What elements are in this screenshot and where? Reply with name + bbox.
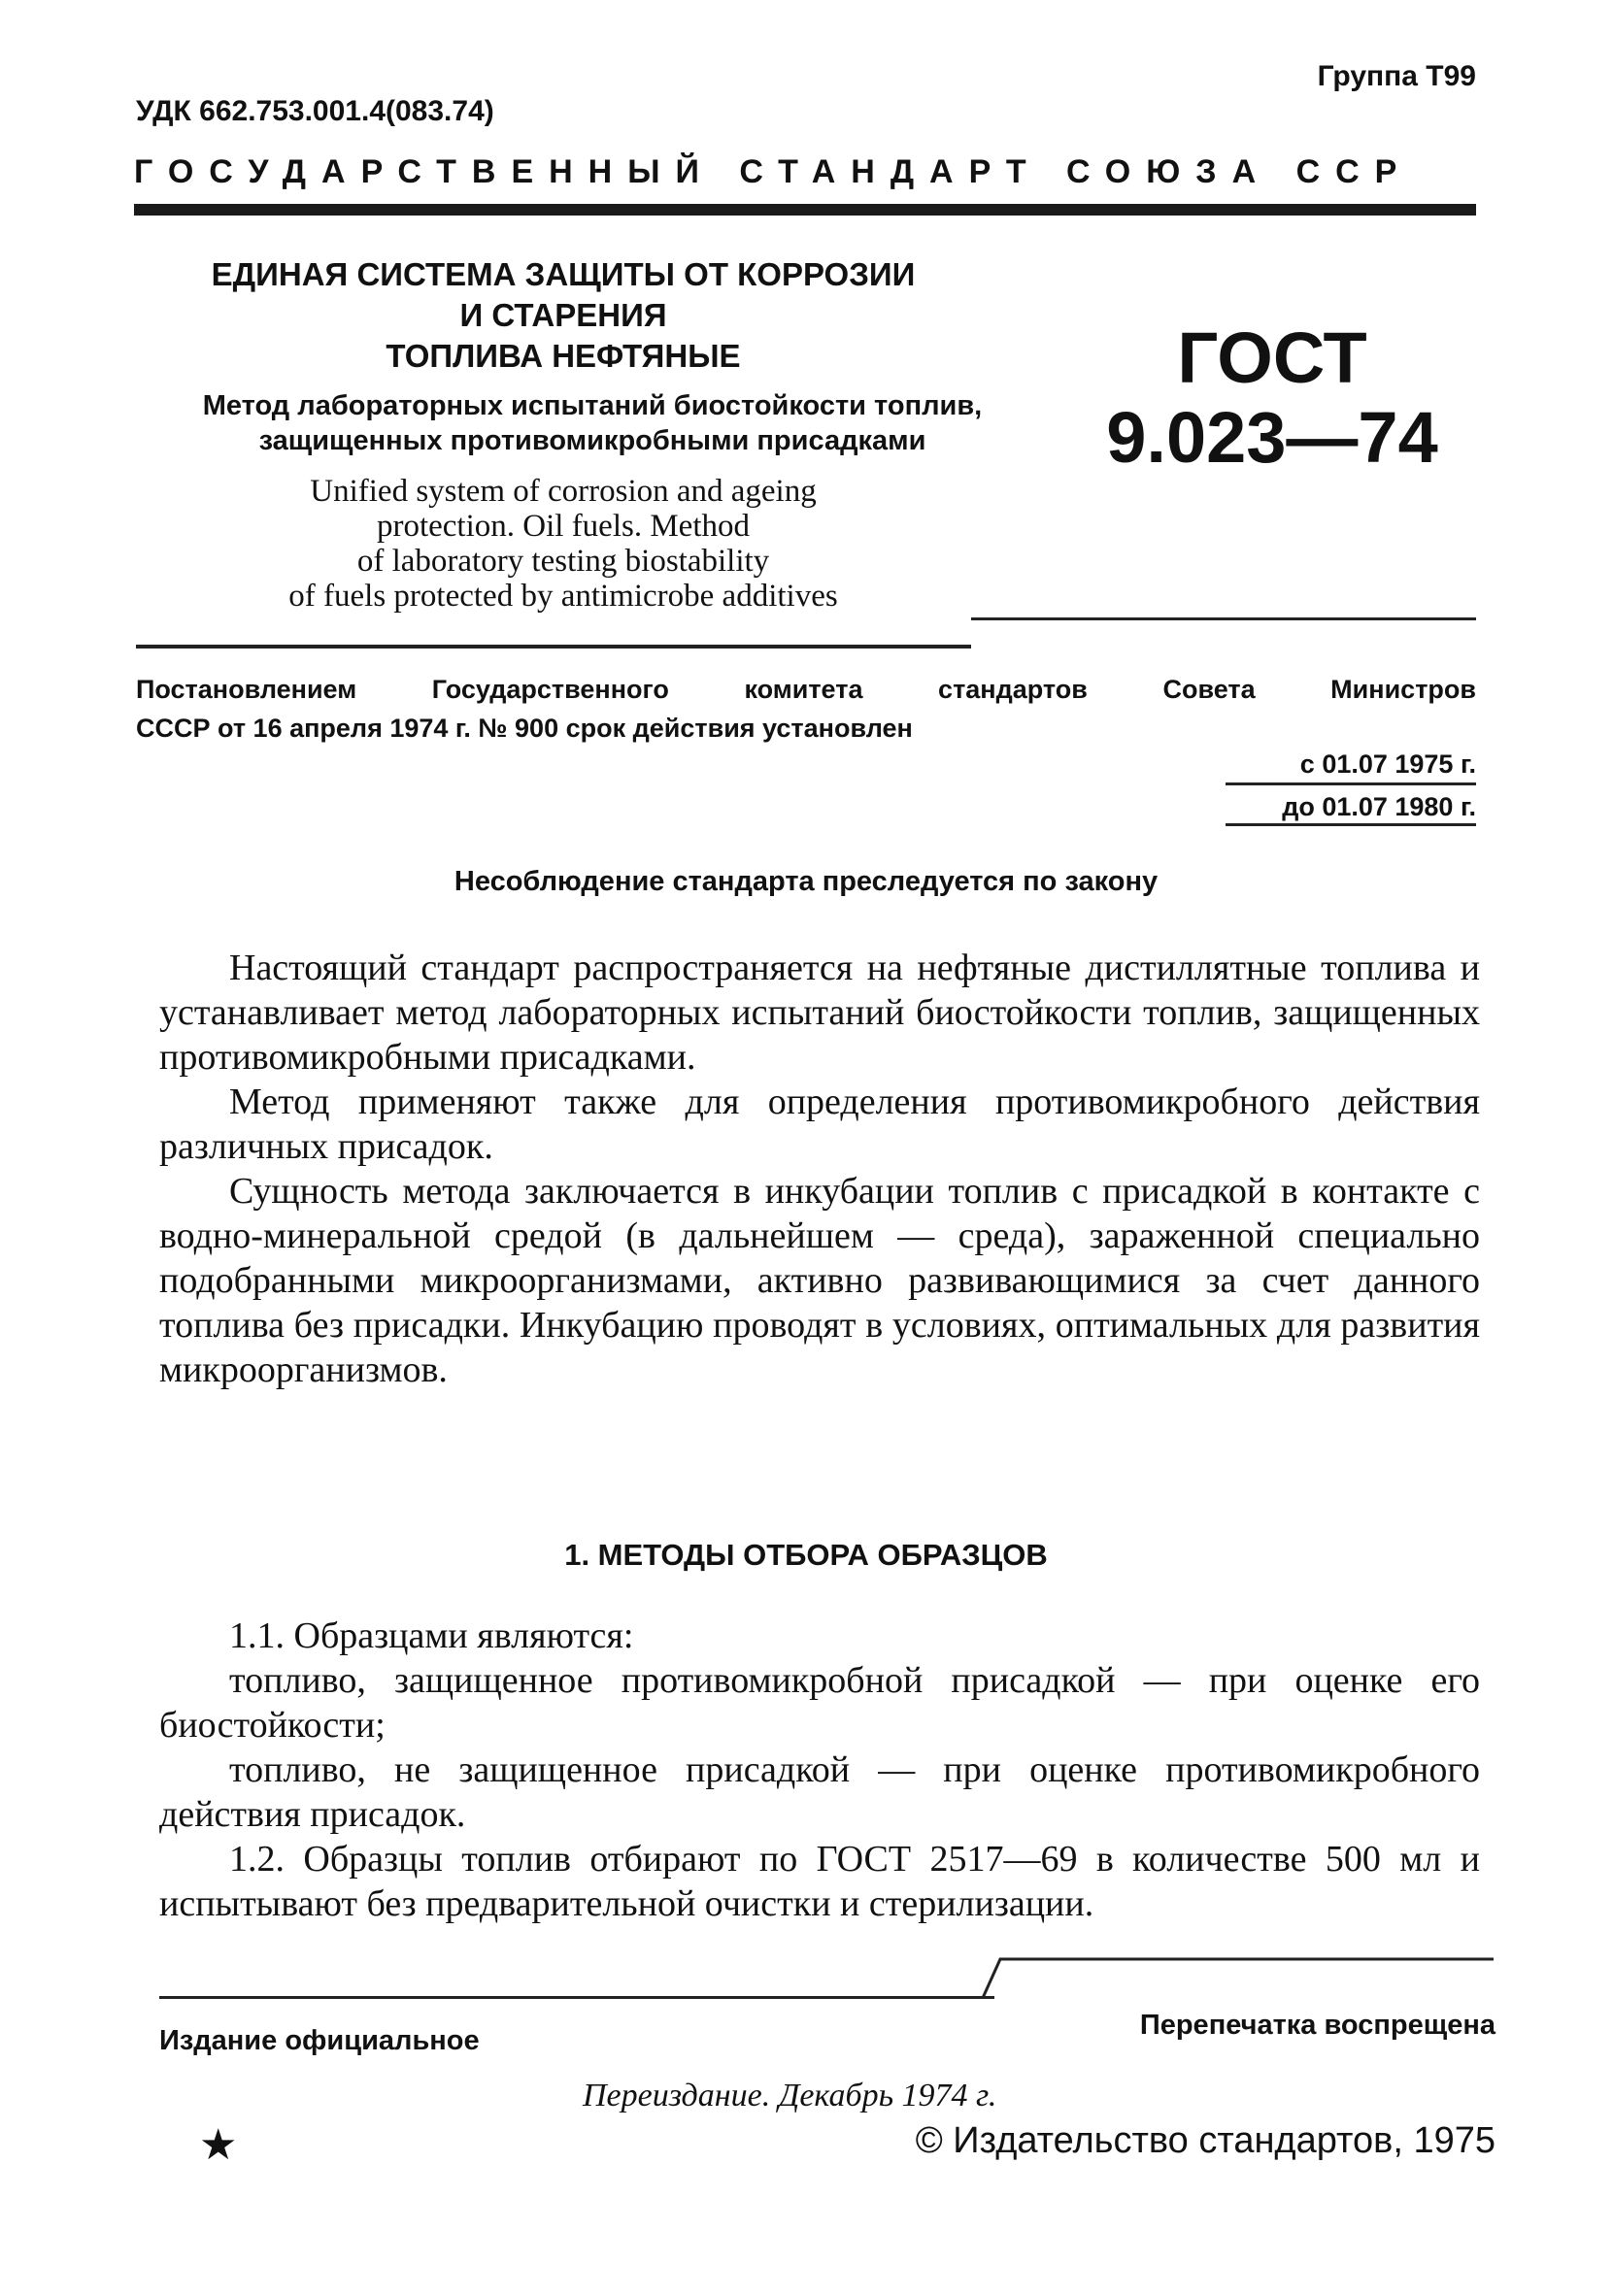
validity-to-rule bbox=[1226, 823, 1476, 826]
section-paragraph: 1.2. Образцы топлив отбирают по ГОСТ 2517—69 в количестве 500 мл и испытывают без предварительной очистки и стерилизации. bbox=[159, 1839, 1480, 1924]
footer-rule-left bbox=[159, 1996, 994, 1999]
english-line-1: Unified system of corrosion and ageing bbox=[310, 474, 817, 509]
legal-notice: Несоблюдение стандарта преследуется по закону bbox=[454, 866, 1159, 897]
gost-designation bbox=[1097, 318, 1447, 478]
title-block bbox=[117, 254, 1010, 377]
gost-number: 9.023—74 bbox=[1106, 397, 1438, 478]
reissue-note: Переиздание. Декабрь 1974 г. bbox=[583, 2078, 997, 2113]
intro-paragraph: Метод применяют также для определения противомикробного действия различных присадок. bbox=[159, 1081, 1480, 1167]
footer-rule-slant bbox=[981, 1951, 1495, 2002]
intro-paragraph: Сущность метода заключается в инкубации топлив с присадкой в контакте с водно-минеральной средой (в дальнейшем — среда), зараженной специально подобранными микроорганизмами, активно развивающимися за счет данного топлива без присадки. Инкубацию проводят в условиях, оптимальных для развития микроорганизмов. bbox=[159, 1171, 1480, 1390]
header-rule bbox=[134, 204, 1476, 216]
intro-text bbox=[159, 946, 1480, 1392]
validity-to: до 01.07 1980 г. bbox=[1282, 792, 1476, 821]
decree-line-1: Постановлением Государственного комитета стандартов Совета Министров bbox=[136, 675, 1476, 704]
title-line-3: ТОПЛИВА НЕФТЯНЫЕ bbox=[386, 338, 741, 374]
intro-paragraph: Настоящий стандарт распространяется на нефтяные дистиллятные топлива и устанавливает метод лабораторных испытаний биостойкости топлив, защищенных противомикробными присадками. bbox=[159, 948, 1480, 1078]
gost-label: ГОСТ bbox=[1177, 317, 1367, 398]
star-icon: ★ bbox=[199, 2121, 238, 2169]
group-code: Группа Т99 bbox=[1317, 60, 1476, 92]
subtitle-block bbox=[117, 388, 1068, 458]
section-paragraph: 1.1. Образцами являются: bbox=[229, 1615, 634, 1656]
section-heading: 1. МЕТОДЫ ОТБОРА ОБРАЗЦОВ bbox=[564, 1538, 1048, 1572]
section-paragraph: топливо, защищенное противомикробной присадкой — при оценке его биостойкости; bbox=[159, 1660, 1480, 1746]
gost-underline bbox=[971, 617, 1476, 620]
udc-code: УДК 662.753.001.4(083.74) bbox=[136, 95, 494, 127]
reprint-prohibited: Перепечатка воспрещена bbox=[1139, 2010, 1495, 2041]
subtitle-line-2: защищенных противомикробными присадками bbox=[258, 425, 926, 456]
validity-from: с 01.07 1975 г. bbox=[1299, 749, 1476, 779]
english-title bbox=[136, 474, 991, 614]
copyright-line: © Издательство стандартов, 1975 bbox=[915, 2120, 1495, 2161]
validity-from-rule bbox=[1226, 782, 1476, 785]
title-bottom-rule bbox=[136, 645, 971, 649]
title-line-1: ЕДИНАЯ СИСТЕМА ЗАЩИТЫ ОТ КОРРОЗИИ bbox=[211, 256, 916, 292]
section-paragraph: топливо, не защищенное присадкой — при оценке противомикробного действия присадок. bbox=[159, 1749, 1480, 1835]
decree-line-2: СССР от 16 апреля 1974 г. № 900 срок действия установлен bbox=[136, 714, 913, 743]
section-text bbox=[159, 1614, 1480, 1926]
english-line-2: protection. Oil fuels. Method bbox=[376, 509, 750, 544]
english-line-3: of laboratory testing biostability bbox=[356, 544, 770, 579]
title-line-2: И СТАРЕНИЯ bbox=[459, 297, 667, 333]
standard-name: ГОСУДАРСТВЕННЫЙ СТАНДАРТ СОЮЗА ССР bbox=[134, 153, 1413, 190]
official-edition: Издание официальное bbox=[159, 2025, 480, 2056]
english-line-4: of fuels protected by antimicrobe additives bbox=[288, 579, 838, 614]
subtitle-line-1: Метод лабораторных испытаний биостойкости топлив, bbox=[202, 390, 983, 421]
